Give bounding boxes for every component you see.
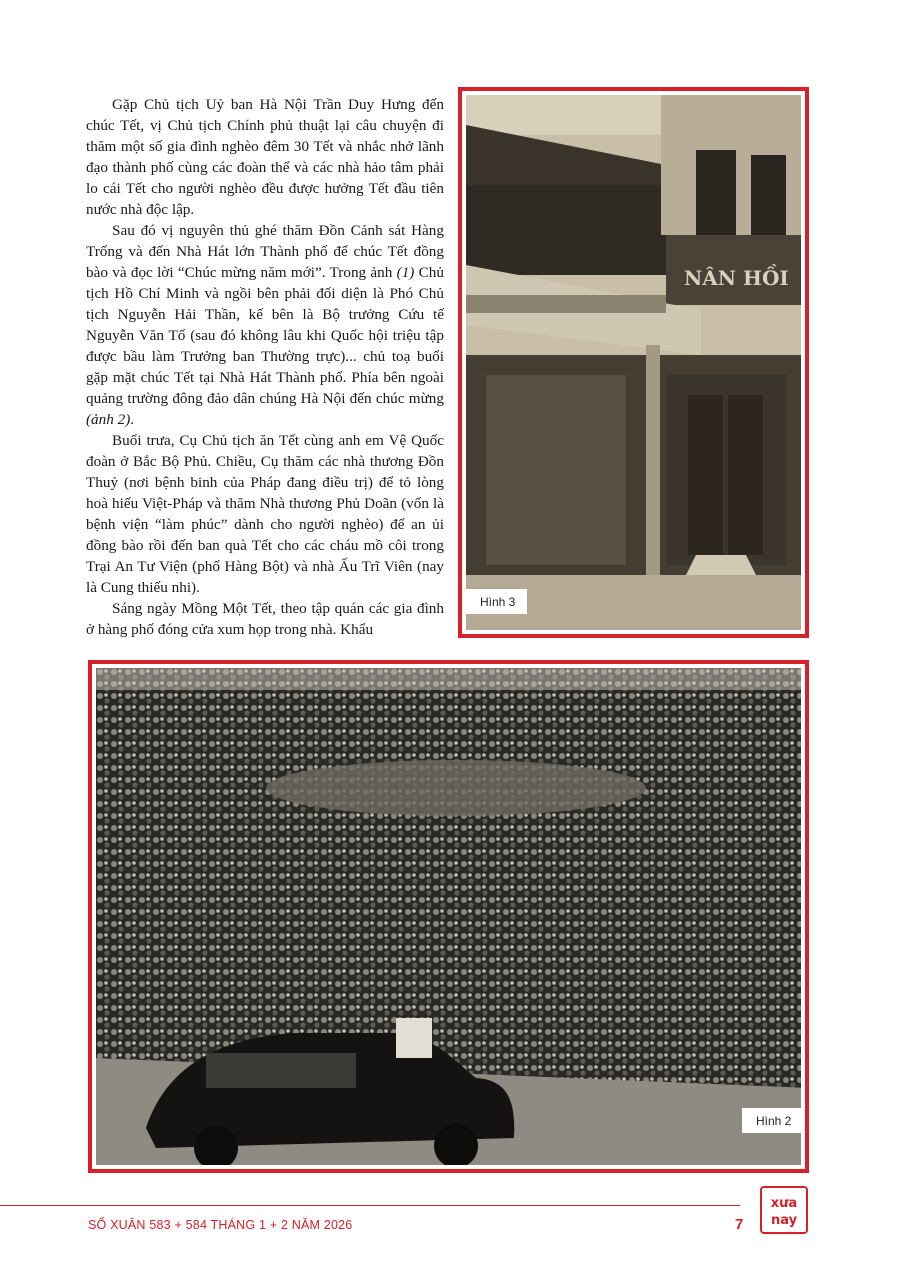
paragraph-2-part-c: .	[130, 411, 135, 428]
paragraph-2-part-b: Chủ tịch Hồ Chí Minh và ngồi bên phải đối diện là Phó Chủ tịch Nguyễn Hải Thần, kế bên là Bộ trưởng Cứu tế Nguyễn Văn Tố (sau đó không lâu khi Quốc hội triệu tập được bầu làm Trưởng ban Thường trực)... chủ toạ buổi gặp mặt chúc Tết tại Nhà Hát Thành phố. Phía bên ngoài quảng trường đông đảo dân chúng Hà Nội đến chúc mừng	[86, 264, 444, 407]
photo-ref-1: (1)	[396, 264, 415, 281]
page-number: 7	[735, 1216, 744, 1233]
shop-sign-text: NÂN HỒI	[684, 266, 789, 290]
paragraph-3: Buổi trưa, Cụ Chủ tịch ăn Tết cùng anh em Vệ Quốc đoàn ở Bắc Bộ Phủ. Chiều, Cụ thăm các nhà thương Đồn Thuỷ (nơi bệnh binh của Pháp đang điều trị) để tỏ lòng hoà hiếu Việt-Pháp và thăm Nhà thương Phủ Doãn (vốn là bệnh viện “làm phúc” dành cho người nghèo) để an ủi đồng bào rồi đến ban quà Tết cho các cháu mồ côi trong Trại An Tư Viện (phố Hàng Bột) và nhà Ấu Trĩ Viên (nay là Cung thiếu nhi).	[86, 432, 444, 596]
figure-3-photo	[466, 95, 801, 630]
figure-2-caption: Hình 2	[742, 1108, 803, 1133]
footer-divider	[0, 1205, 740, 1206]
svg-text:nay: nay	[770, 1213, 798, 1228]
article-body	[86, 94, 444, 640]
street-facade-image	[466, 95, 801, 630]
crowd-image	[96, 668, 801, 1165]
figure-3-caption: Hình 3	[466, 589, 527, 614]
photo-ref-2: (ảnh 2)	[86, 411, 131, 428]
issue-label: SỐ XUÂN 583 + 584 THÁNG 1 + 2 NĂM 2026	[88, 1218, 353, 1232]
figure-2-photo	[96, 668, 801, 1165]
logo-mark-icon	[762, 1188, 806, 1232]
xua-nay-logo	[760, 1186, 808, 1234]
svg-text:xưa: xưa	[770, 1196, 798, 1211]
paragraph-2-part-a: Sau đó vị nguyên thủ ghé thăm Đồn Cảnh sát Hàng Trống và đến Nhà Hát lớn Thành phố để chúc Tết đồng bào và đọc lời “Chúc mừng năm mới”. Trong ảnh	[86, 222, 444, 281]
paragraph-1: Gặp Chủ tịch Uỷ ban Hà Nội Trần Duy Hưng đến chúc Tết, vị Chủ tịch Chính phủ thuật lại câu chuyện đi thăm một số gia đình nghèo đêm 30 Tết và nhắc nhở lãnh đạo thành phố cùng các đoàn thể và các nhà hảo tâm phải lo cái Tết cho người nghèo đều được hưởng Tết đầu tiên nước nhà độc lập.	[86, 96, 444, 218]
figure-2	[88, 660, 809, 1173]
figure-3	[458, 87, 809, 638]
paragraph-4: Sáng ngày Mồng Một Tết, theo tập quán các gia đình ở hàng phố đóng cửa xum họp trong nhà. Khẩu	[86, 600, 444, 638]
paragraph-2	[86, 220, 444, 430]
